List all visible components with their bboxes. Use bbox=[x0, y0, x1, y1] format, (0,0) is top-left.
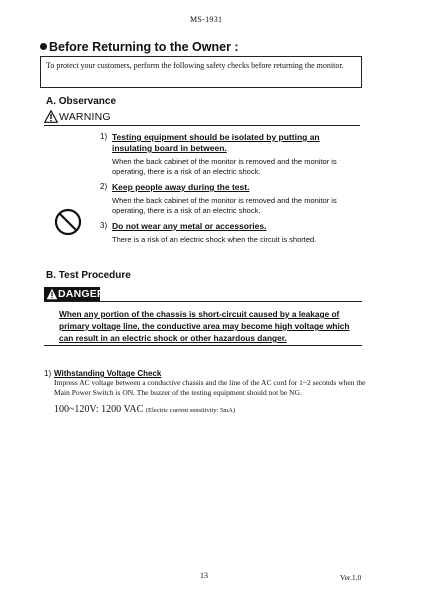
version-label: Ver.1.0 bbox=[340, 573, 362, 582]
test-item-number: 1) bbox=[44, 369, 52, 378]
item-description: When the back cabinet of the monitor is removed and the monitor is operating, there is a risk of an electric shock. bbox=[112, 157, 337, 176]
bullet-icon bbox=[40, 43, 47, 50]
item-number: 3) bbox=[100, 221, 108, 230]
observance-heading: A. Observance bbox=[46, 96, 117, 107]
warning-triangle-icon bbox=[44, 110, 58, 123]
danger-label bbox=[44, 287, 105, 301]
danger-label-text: DANGER bbox=[58, 288, 105, 300]
test-voltage-value: 100~120V: 1200 VAC bbox=[54, 404, 144, 415]
danger-triangle-icon bbox=[46, 288, 58, 300]
observance-item bbox=[100, 182, 370, 222]
section-title-text: Before Returning to the Owner : bbox=[49, 40, 239, 54]
item-title: Testing equipment should be isolated by putting an insulating board in between. bbox=[112, 132, 320, 153]
observance-item bbox=[100, 132, 370, 182]
test-item-title: Withstanding Voltage Check bbox=[54, 369, 162, 378]
item-description: There is a risk of an electric shock when the circuit is shorted. bbox=[112, 235, 317, 244]
test-item-description: Impress AC voltage between a conductive chassis and the line of the AC cord for 1~2 seconds when the Main Power Switch is ON. The buzzer of the testing equipment should not be NG. bbox=[54, 378, 366, 397]
item-title: Keep people away during the test. bbox=[112, 182, 250, 192]
item-number: 2) bbox=[100, 182, 108, 191]
danger-warning-text: When any portion of the chassis is short-circuit caused by a leakage of primary voltage line, the conductive area may become high voltage which can result in an electric shock or other hazardous danger. bbox=[59, 309, 350, 343]
warning-label bbox=[44, 110, 114, 125]
item-number: 1) bbox=[100, 132, 108, 141]
intro-box bbox=[40, 56, 362, 88]
section-title bbox=[40, 40, 239, 54]
warning-label-text: WARNING bbox=[59, 111, 111, 123]
test-procedure-heading: B. Test Procedure bbox=[46, 270, 131, 281]
warning-divider bbox=[44, 125, 360, 126]
danger-divider bbox=[44, 301, 362, 302]
prohibition-icon bbox=[54, 208, 82, 236]
danger-bottom-divider bbox=[44, 345, 362, 346]
item-title: Do not wear any metal or accessories. bbox=[112, 221, 267, 231]
page-number: 13 bbox=[200, 571, 208, 580]
document-code: MS-1931 bbox=[190, 15, 223, 24]
observance-item bbox=[100, 221, 370, 251]
intro-text: To protect your customers, perform the following safety checks before returning the monitor. bbox=[46, 61, 344, 70]
test-voltage-spec bbox=[54, 404, 235, 415]
test-current-note: (Electric current sensitivity: 5mA) bbox=[145, 407, 236, 414]
item-description: When the back cabinet of the monitor is removed and the monitor is operating, there is a risk of an electric shock. bbox=[112, 196, 337, 215]
